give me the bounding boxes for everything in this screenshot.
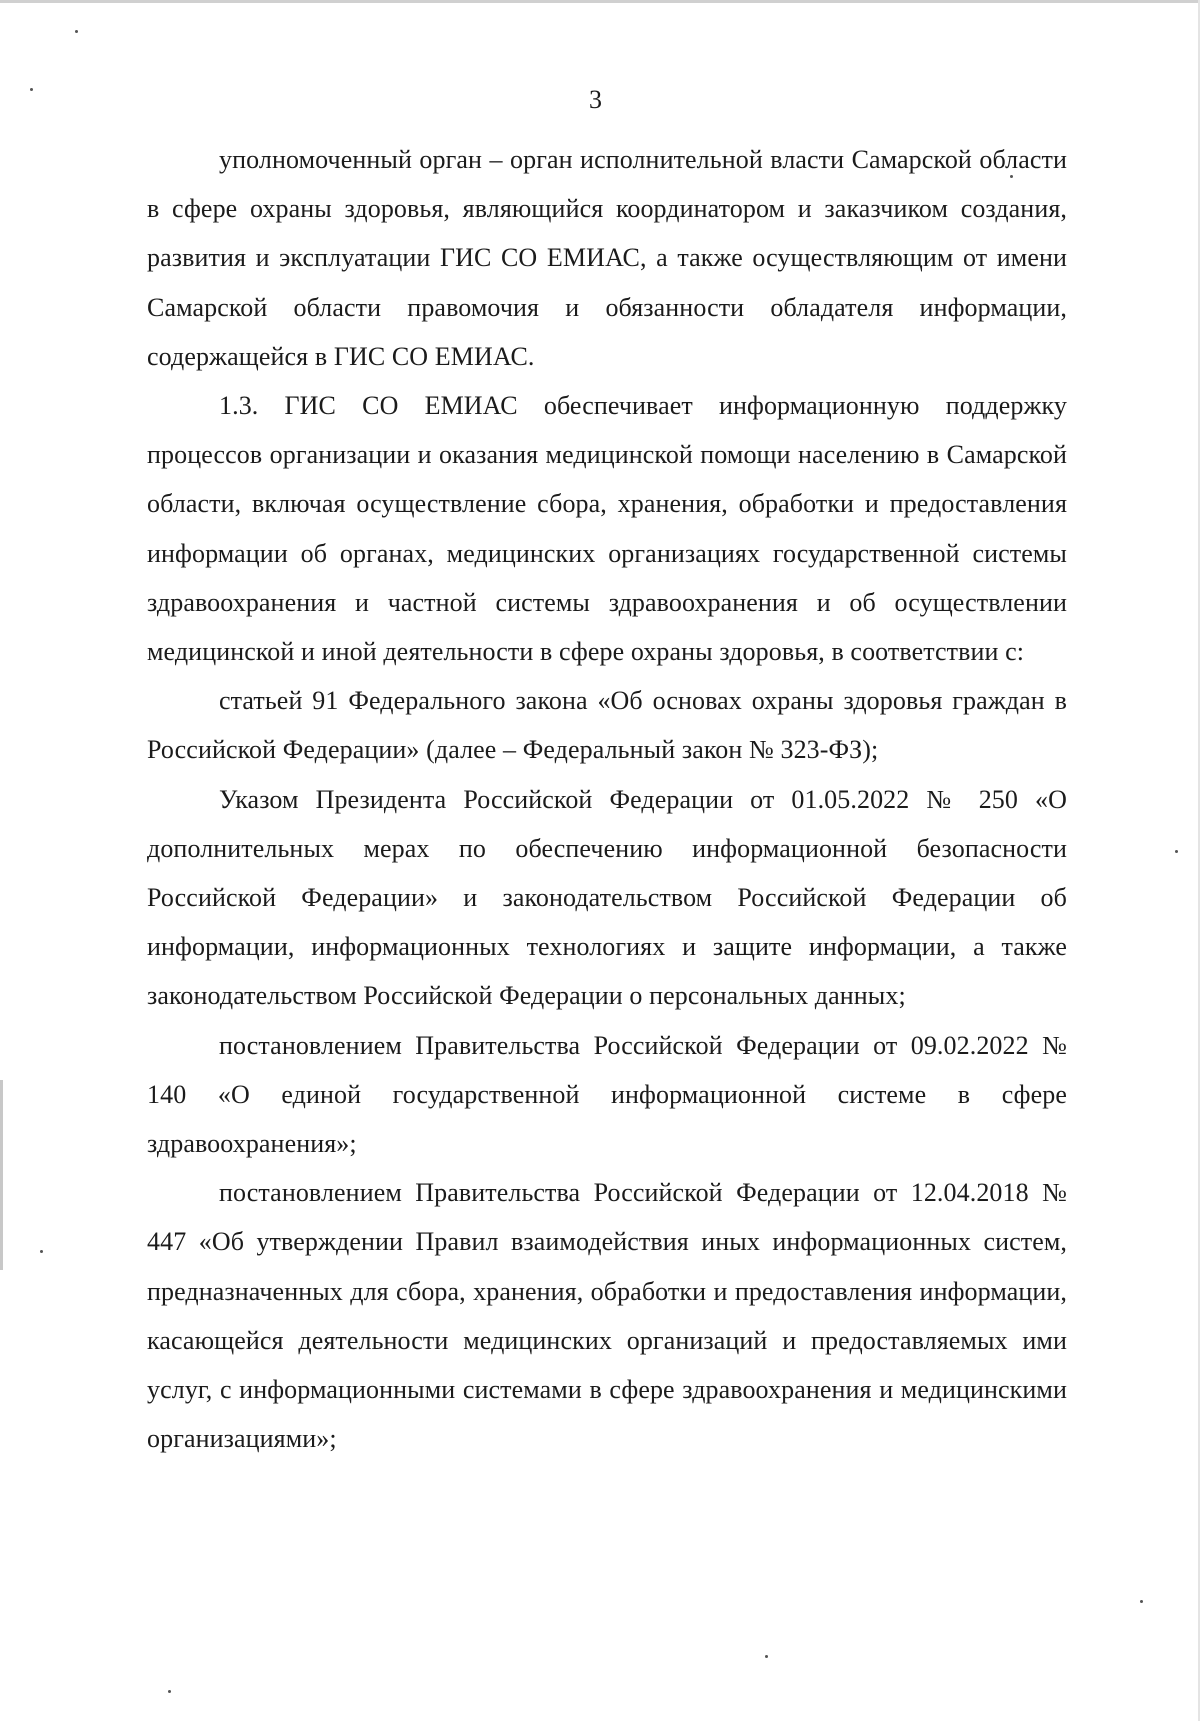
scan-edge-left [0, 1080, 3, 1270]
scan-speck [75, 30, 78, 33]
paragraph-article-91: статьей 91 Федерального закона «Об основах охраны здоровья граждан в Российской Федерации» (далее – Федеральный закон № 323-ФЗ); [147, 686, 1067, 765]
page-number: 3 [589, 85, 602, 114]
scan-speck [765, 1655, 768, 1658]
paragraph-1-3: 1.3. ГИС СО ЕМИАС обеспечивает информационную поддержку процессов организации и оказания медицинской помощи населению в Самарской области, включая осуществление сбора, хранения, обработки и предоставления информации об органах, медицинских организациях государственной системы здравоохранения и частной системы здравоохранения и об осуществлении медицинской и иной деятельности в сфере охраны здоровья, в соответствии с: [147, 391, 1067, 667]
scan-speck [1140, 1600, 1143, 1603]
scan-speck [30, 88, 33, 91]
paragraph-presidential-decree: Указом Президента Российской Федерации от 01.05.2022 № 250 «О дополнительных мерах по обеспечению информационной безопасности Российской Федерации» и законодательством Российской Федерации об информации, информационных технологиях и защите информации, а также законодательством Российской Федерации о персональных данных; [147, 784, 1067, 1011]
paragraph-authorized-body: уполномоченный орган – орган исполнительной власти Самарской области в сфере охраны здоровья, являющийся координатором и заказчиком создания, развития и эксплуатации ГИС СО ЕМИАС, а также осуществляющим от имени Самарской области правомочия и обязанности обладателя информации, содержащейся в ГИС СО ЕМИАС. [147, 145, 1067, 371]
paragraph-resolution-447: постановлением Правительства Российской Федерации от 12.04.2018 № 447 «Об утверждении Правил взаимодействия иных информационных систем, предназначенных для сбора, хранения, обработки и предоставления информации, касающейся деятельности медицинских организаций и предоставляемых ими услуг, с информационными системами в сфере здравоохранения и медицинскими организациями»; [147, 1178, 1067, 1454]
scan-speck [168, 1690, 171, 1693]
scan-edge-top [0, 0, 1200, 3]
document-body [147, 135, 1067, 1463]
paragraph-resolution-140: постановлением Правительства Российской Федерации от 09.02.2022 № 140 «О единой государственной информационной системе в сфере здравоохранения»; [147, 1030, 1067, 1159]
scan-speck [40, 1250, 43, 1253]
scan-speck [1175, 850, 1178, 853]
